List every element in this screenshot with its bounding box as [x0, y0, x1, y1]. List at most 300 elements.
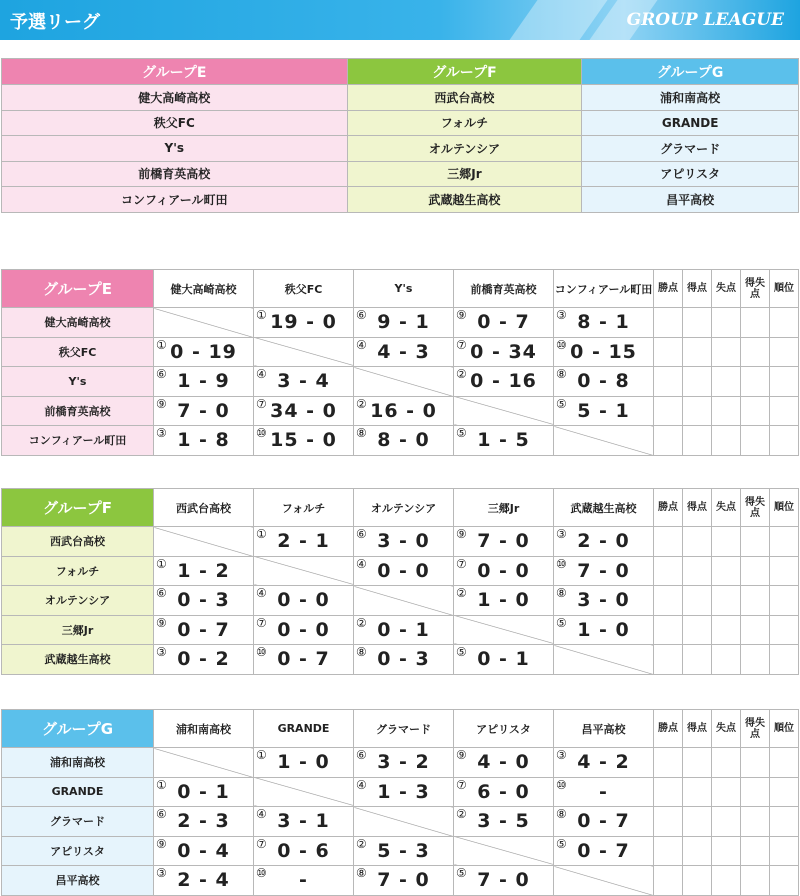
stat-cell: [683, 615, 712, 645]
match-score: 3 - 0: [577, 589, 630, 612]
stat-cell: [770, 308, 799, 338]
match-number: ③: [156, 426, 167, 440]
match-result-cell: [254, 645, 354, 675]
match-score: 2 - 0: [577, 530, 630, 553]
match-result-cell: [354, 777, 454, 807]
match-result-cell: [454, 426, 554, 456]
stat-column-header: 勝点: [654, 489, 683, 527]
match-result-cell: [254, 396, 354, 426]
match-result-cell: [154, 807, 254, 837]
stat-cell: [741, 807, 770, 837]
match-score: 1 - 0: [577, 618, 630, 641]
match-result-cell: [354, 527, 454, 557]
match-number: ④: [256, 586, 267, 600]
group-e-header: グループE: [2, 59, 348, 85]
stat-cell: [712, 367, 741, 397]
match-score: 5 - 1: [577, 399, 630, 422]
self-match-cell: [554, 645, 654, 675]
match-result-cell: [154, 367, 254, 397]
match-result-cell: [254, 748, 354, 778]
match-score: 0 - 7: [577, 810, 630, 833]
row-team-name: Y's: [2, 367, 154, 397]
stat-column-header: 勝点: [654, 270, 683, 308]
column-team-name: 三郷Jr: [454, 489, 554, 527]
self-match-cell: [354, 586, 454, 616]
match-score: 34 - 0: [270, 399, 337, 422]
match-number: ⑩: [256, 866, 267, 880]
row-team-name: フォルチ: [2, 556, 154, 586]
column-team-name: フォルチ: [254, 489, 354, 527]
match-result-cell: [154, 777, 254, 807]
match-result-cell: [254, 426, 354, 456]
self-match-cell: [354, 367, 454, 397]
match-number: ③: [556, 748, 567, 762]
stat-column-header: 得点: [683, 710, 712, 748]
match-score: 7 - 0: [377, 869, 430, 892]
team-cell: Y's: [2, 136, 348, 162]
match-score: 7 - 0: [577, 559, 630, 582]
match-number: ⑨: [156, 396, 167, 411]
stat-cell: [770, 807, 799, 837]
match-number: ⑤: [456, 866, 467, 880]
row-team-name: グラマード: [2, 807, 154, 837]
match-number: ⑧: [356, 866, 367, 880]
stat-cell: [654, 836, 683, 866]
match-number: ⑨: [456, 308, 467, 322]
match-result-cell: [354, 836, 454, 866]
match-score: 16 - 0: [370, 399, 437, 422]
column-team-name: 浦和南高校: [154, 710, 254, 748]
stat-cell: [741, 836, 770, 866]
match-result-cell: [354, 615, 454, 645]
match-score: 0 - 4: [177, 839, 230, 862]
stat-cell: [654, 367, 683, 397]
match-result-cell: [254, 836, 354, 866]
stat-cell: [712, 615, 741, 645]
stat-cell: [683, 426, 712, 456]
match-score: 7 - 0: [177, 399, 230, 422]
match-result-cell: [354, 426, 454, 456]
match-score: -: [599, 780, 608, 803]
match-result-cell: [154, 866, 254, 896]
match-number: ⑥: [156, 807, 167, 821]
match-number: ③: [156, 645, 167, 659]
stat-cell: [654, 308, 683, 338]
team-cell: 三郷Jr: [347, 161, 582, 187]
stat-column-header: 失点: [712, 710, 741, 748]
match-number: ⑤: [556, 615, 567, 630]
stat-column-header: 順位: [770, 489, 799, 527]
stat-cell: [741, 866, 770, 896]
column-team-name: グラマード: [354, 710, 454, 748]
self-match-cell: [354, 807, 454, 837]
match-number: ①: [156, 777, 167, 792]
row-team-name: 西武台高校: [2, 527, 154, 557]
stat-cell: [683, 396, 712, 426]
stat-cell: [712, 807, 741, 837]
match-number: ⑧: [356, 426, 367, 440]
match-number: ⑤: [456, 426, 467, 440]
match-number: ⑦: [256, 836, 267, 851]
stat-cell: [712, 396, 741, 426]
team-cell: 健大高崎高校: [2, 85, 348, 111]
match-score: 0 - 0: [377, 559, 430, 582]
stat-cell: [654, 396, 683, 426]
match-result-cell: [554, 556, 654, 586]
stat-cell: [770, 556, 799, 586]
match-score: 1 - 9: [177, 370, 230, 393]
match-score: 5 - 3: [377, 839, 430, 862]
match-number: ④: [356, 777, 367, 792]
row-team-name: オルテンシア: [2, 586, 154, 616]
match-score: 8 - 0: [377, 429, 430, 452]
stat-cell: [683, 866, 712, 896]
row-team-name: 昌平高校: [2, 866, 154, 896]
stat-column-header: 失点: [712, 489, 741, 527]
match-result-cell: [254, 807, 354, 837]
page-title: 予選リーグ: [10, 12, 100, 33]
match-score: 7 - 0: [477, 869, 530, 892]
column-team-name: コンフィアール町田: [554, 270, 654, 308]
league-row: [2, 586, 799, 616]
team-cell: オルテンシア: [347, 136, 582, 162]
match-result-cell: [554, 586, 654, 616]
match-number: ⑥: [156, 586, 167, 600]
stat-cell: [683, 556, 712, 586]
match-number: ⑩: [256, 426, 267, 440]
league-group-name: グループF: [2, 489, 154, 527]
match-number: ④: [256, 807, 267, 821]
match-score: 0 - 3: [177, 589, 230, 612]
match-score: 4 - 3: [377, 340, 430, 363]
self-match-cell: [154, 308, 254, 338]
stat-cell: [770, 396, 799, 426]
match-score: 0 - 16: [470, 370, 537, 393]
stat-cell: [712, 866, 741, 896]
stat-cell: [683, 337, 712, 367]
stat-cell: [741, 426, 770, 456]
league-row: [2, 866, 799, 896]
stat-cell: [712, 556, 741, 586]
match-score: 0 - 0: [277, 589, 330, 612]
match-score: 1 - 0: [477, 589, 530, 612]
stat-column-header: 順位: [770, 710, 799, 748]
match-score: 4 - 2: [577, 751, 630, 774]
match-score: 0 - 15: [570, 340, 637, 363]
stat-cell: [683, 748, 712, 778]
match-number: ⑩: [556, 777, 567, 792]
match-score: 0 - 2: [177, 648, 230, 671]
match-number: ⑦: [456, 777, 467, 792]
group-e-league-table: [1, 269, 799, 456]
match-result-cell: [254, 866, 354, 896]
stat-cell: [770, 527, 799, 557]
match-result-cell: [154, 396, 254, 426]
match-result-cell: [254, 586, 354, 616]
stat-cell: [654, 645, 683, 675]
league-row: [2, 836, 799, 866]
row-team-name: 健大高崎高校: [2, 308, 154, 338]
match-number: ⑤: [456, 645, 467, 659]
stat-cell: [654, 556, 683, 586]
match-score: 4 - 0: [477, 751, 530, 774]
match-result-cell: [154, 615, 254, 645]
stat-cell: [770, 836, 799, 866]
stat-cell: [654, 807, 683, 837]
stat-cell: [741, 556, 770, 586]
match-number: ④: [356, 556, 367, 571]
stat-cell: [770, 645, 799, 675]
match-result-cell: [554, 367, 654, 397]
self-match-cell: [554, 866, 654, 896]
match-result-cell: [454, 645, 554, 675]
self-match-cell: [154, 527, 254, 557]
stat-column-header: 勝点: [654, 710, 683, 748]
self-match-cell: [254, 337, 354, 367]
team-cell: アピリスタ: [582, 161, 799, 187]
stat-column-header: 得点: [683, 489, 712, 527]
league-row: [2, 777, 799, 807]
match-score: 3 - 2: [377, 751, 430, 774]
match-result-cell: [554, 396, 654, 426]
match-result-cell: [454, 586, 554, 616]
match-number: ③: [556, 308, 567, 322]
match-score: -: [299, 869, 308, 892]
group-overview-table: [1, 58, 799, 213]
column-team-name: 前橋育英高校: [454, 270, 554, 308]
match-number: ②: [456, 807, 467, 821]
self-match-cell: [454, 836, 554, 866]
match-number: ⑤: [556, 396, 567, 411]
match-number: ②: [456, 586, 467, 600]
stat-cell: [683, 367, 712, 397]
match-score: 3 - 1: [277, 810, 330, 833]
stat-cell: [770, 337, 799, 367]
match-number: ②: [356, 396, 367, 411]
team-cell: 前橋育英高校: [2, 161, 348, 187]
match-score: 2 - 1: [277, 530, 330, 553]
match-number: ①: [256, 527, 267, 541]
match-number: ③: [156, 866, 167, 880]
match-score: 1 - 2: [177, 559, 230, 582]
match-result-cell: [254, 367, 354, 397]
column-team-name: 昌平高校: [554, 710, 654, 748]
match-result-cell: [454, 866, 554, 896]
league-group-name: グループG: [2, 710, 154, 748]
stat-cell: [741, 615, 770, 645]
stat-cell: [712, 836, 741, 866]
stat-cell: [741, 367, 770, 397]
column-team-name: 武蔵越生高校: [554, 489, 654, 527]
match-result-cell: [554, 615, 654, 645]
match-score: 0 - 8: [577, 370, 630, 393]
self-match-cell: [254, 777, 354, 807]
row-team-name: 秩父FC: [2, 337, 154, 367]
self-match-cell: [154, 748, 254, 778]
row-team-name: 前橋育英高校: [2, 396, 154, 426]
match-result-cell: [354, 337, 454, 367]
match-result-cell: [254, 527, 354, 557]
self-match-cell: [454, 615, 554, 645]
match-score: 0 - 7: [577, 839, 630, 862]
league-row: [2, 527, 799, 557]
match-result-cell: [454, 748, 554, 778]
match-result-cell: [454, 777, 554, 807]
stat-cell: [712, 748, 741, 778]
match-score: 2 - 4: [177, 869, 230, 892]
match-score: 1 - 5: [477, 429, 530, 452]
match-score: 8 - 1: [577, 311, 630, 334]
league-row: [2, 645, 799, 675]
stat-cell: [712, 586, 741, 616]
team-cell: 秩父FC: [2, 110, 348, 136]
match-number: ⑦: [456, 337, 467, 352]
match-score: 1 - 3: [377, 780, 430, 803]
row-team-name: 武蔵越生高校: [2, 645, 154, 675]
match-result-cell: [554, 748, 654, 778]
match-result-cell: [554, 777, 654, 807]
team-cell: 西武台高校: [347, 85, 582, 111]
match-score: 15 - 0: [270, 429, 337, 452]
match-number: ⑨: [156, 836, 167, 851]
match-number: ⑩: [556, 556, 567, 571]
team-cell: 昌平高校: [582, 187, 799, 213]
stat-cell: [654, 527, 683, 557]
stat-cell: [712, 645, 741, 675]
stat-cell: [770, 615, 799, 645]
league-row: [2, 367, 799, 397]
match-result-cell: [454, 556, 554, 586]
match-number: ⑥: [156, 367, 167, 381]
team-cell: コンフィアール町田: [2, 187, 348, 213]
match-number: ④: [356, 337, 367, 352]
stat-column-header: 得失点: [741, 270, 770, 308]
match-score: 0 - 0: [477, 559, 530, 582]
match-number: ⑨: [156, 615, 167, 630]
self-match-cell: [254, 556, 354, 586]
match-number: ⑧: [556, 586, 567, 600]
match-result-cell: [554, 807, 654, 837]
stat-cell: [683, 645, 712, 675]
match-number: ③: [556, 527, 567, 541]
stat-cell: [741, 396, 770, 426]
stat-cell: [770, 586, 799, 616]
league-row: [2, 748, 799, 778]
stat-cell: [654, 337, 683, 367]
match-number: ①: [256, 748, 267, 762]
match-score: 2 - 3: [177, 810, 230, 833]
match-result-cell: [354, 866, 454, 896]
match-score: 0 - 6: [277, 839, 330, 862]
match-score: 3 - 4: [277, 370, 330, 393]
column-team-name: 健大高崎高校: [154, 270, 254, 308]
match-number: ⑦: [456, 556, 467, 571]
match-score: 0 - 7: [277, 648, 330, 671]
match-number: ⑥: [356, 748, 367, 762]
stat-cell: [770, 367, 799, 397]
match-result-cell: [154, 556, 254, 586]
match-number: ⑧: [556, 807, 567, 821]
team-cell: 武蔵越生高校: [347, 187, 582, 213]
column-team-name: アピリスタ: [454, 710, 554, 748]
match-result-cell: [354, 645, 454, 675]
column-team-name: 西武台高校: [154, 489, 254, 527]
league-row: [2, 396, 799, 426]
match-result-cell: [154, 586, 254, 616]
match-result-cell: [454, 367, 554, 397]
league-row: [2, 308, 799, 338]
stat-cell: [741, 645, 770, 675]
column-team-name: Y's: [354, 270, 454, 308]
match-number: ⑨: [456, 527, 467, 541]
match-number: ⑧: [356, 645, 367, 659]
stat-column-header: 失点: [712, 270, 741, 308]
match-number: ②: [356, 836, 367, 851]
stat-cell: [741, 527, 770, 557]
stat-column-header: 得点: [683, 270, 712, 308]
stat-cell: [741, 777, 770, 807]
match-result-cell: [354, 556, 454, 586]
match-result-cell: [154, 426, 254, 456]
stat-cell: [683, 527, 712, 557]
match-result-cell: [354, 748, 454, 778]
match-result-cell: [254, 308, 354, 338]
stat-cell: [770, 426, 799, 456]
match-number: ⑥: [356, 527, 367, 541]
stat-cell: [770, 777, 799, 807]
stat-cell: [654, 586, 683, 616]
match-number: ②: [356, 615, 367, 630]
league-row: [2, 426, 799, 456]
match-score: 0 - 3: [377, 648, 430, 671]
match-result-cell: [454, 337, 554, 367]
match-score: 7 - 0: [477, 530, 530, 553]
match-result-cell: [154, 836, 254, 866]
stat-cell: [654, 777, 683, 807]
stat-cell: [654, 748, 683, 778]
stat-cell: [683, 777, 712, 807]
league-row: [2, 556, 799, 586]
group-g-header: グループG: [582, 59, 799, 85]
match-score: 0 - 0: [277, 618, 330, 641]
group-f-header: グループF: [347, 59, 582, 85]
match-score: 0 - 19: [170, 340, 237, 363]
match-number: ④: [256, 367, 267, 381]
match-score: 19 - 0: [270, 311, 337, 334]
self-match-cell: [554, 426, 654, 456]
stat-column-header: 順位: [770, 270, 799, 308]
match-result-cell: [354, 308, 454, 338]
self-match-cell: [454, 396, 554, 426]
row-team-name: 浦和南高校: [2, 748, 154, 778]
stat-cell: [741, 308, 770, 338]
match-score: 0 - 7: [477, 311, 530, 334]
stat-cell: [712, 308, 741, 338]
column-team-name: 秩父FC: [254, 270, 354, 308]
match-score: 3 - 0: [377, 530, 430, 553]
league-row: [2, 615, 799, 645]
match-number: ①: [256, 308, 267, 322]
stat-cell: [770, 866, 799, 896]
match-result-cell: [254, 615, 354, 645]
stat-cell: [712, 527, 741, 557]
stat-cell: [712, 337, 741, 367]
row-team-name: 三郷Jr: [2, 615, 154, 645]
column-team-name: オルテンシア: [354, 489, 454, 527]
match-score: 0 - 1: [177, 780, 230, 803]
stat-cell: [654, 615, 683, 645]
league-group-name: グループE: [2, 270, 154, 308]
